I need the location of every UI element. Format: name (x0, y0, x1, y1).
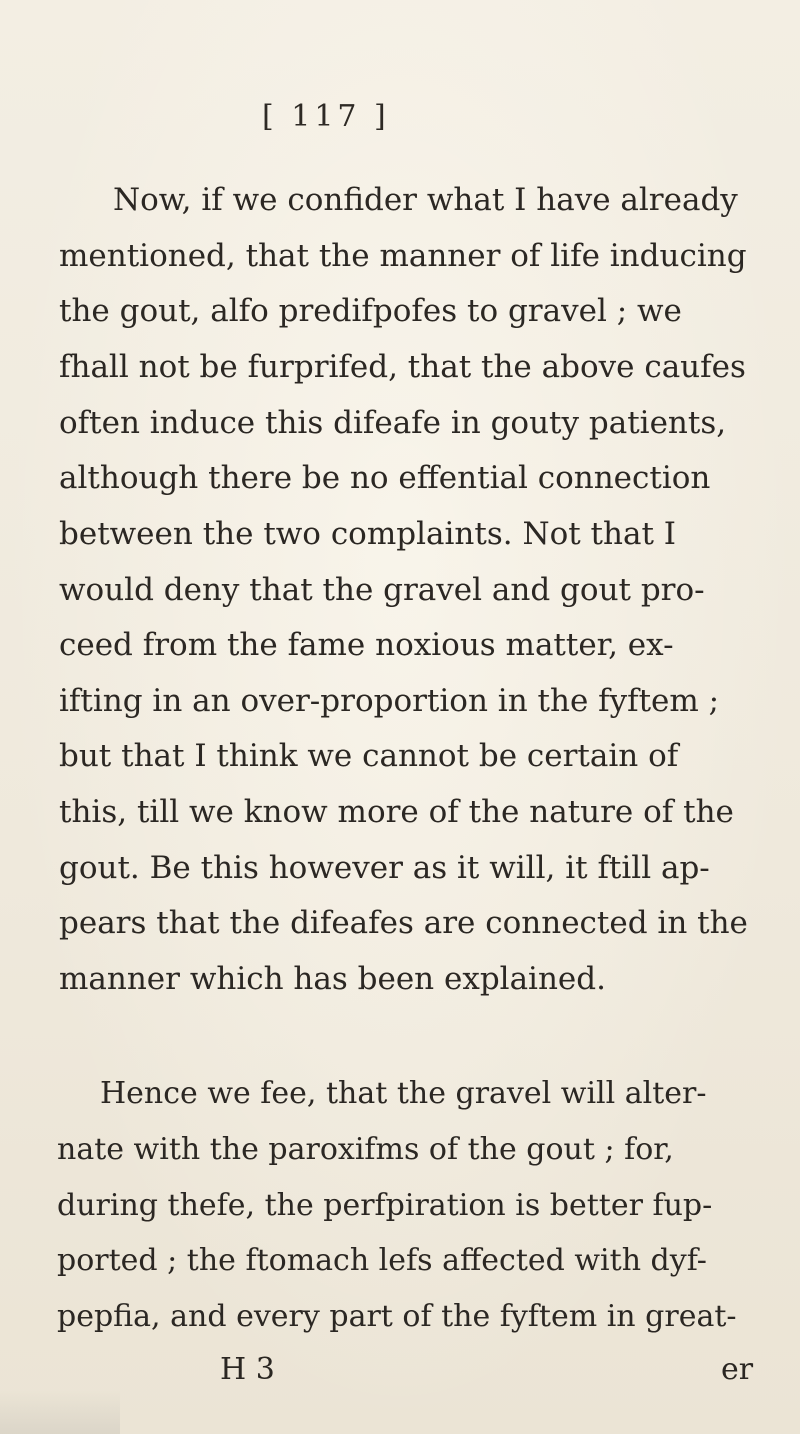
paper-stain (0, 1390, 120, 1434)
text-line: although there be no effential connection (59, 460, 711, 496)
text-line: the gout, alfo predifpofes to gravel ; we (59, 293, 682, 329)
catchline (0, 1352, 800, 1392)
text-line: Now, if we confider what I have already (113, 182, 738, 218)
catchword: er (721, 1352, 754, 1387)
text-line: nate with the paroxifms of the gout ; for, (57, 1132, 674, 1167)
text-line: Hence we fee, that the gravel will alter- (100, 1076, 707, 1111)
text-line: pears that the difeafes are connected in the (59, 905, 748, 941)
text-line: but that I think we cannot be certain of (59, 738, 679, 774)
text-line: this, till we know more of the nature of the (59, 794, 734, 830)
text-line: ifting in an over-proportion in the fyftem ; (59, 683, 720, 719)
text-line: would deny that the gravel and gout pro- (59, 572, 705, 608)
text-line: gout. Be this however as it will, it ftill ap- (59, 850, 710, 886)
text-line: between the two complaints. Not that I (59, 516, 677, 552)
text-line: mentioned, that the manner of life inducing (59, 238, 747, 274)
text-line: ceed from the fame noxious matter, ex- (59, 627, 674, 663)
text-line: often induce this difeafe in gouty patients, (59, 405, 727, 441)
text-line: fhall not be furprifed, that the above caufes (59, 349, 746, 385)
text-line: pepfia, and every part of the fyftem in great- (57, 1299, 737, 1334)
text-line: manner which has been explained. (59, 961, 606, 997)
signature-mark: H 3 (220, 1352, 275, 1387)
text-line: during thefe, the perfpiration is better fup- (57, 1188, 713, 1223)
text-line: ported ; the ftomach lefs affected with dyf- (57, 1243, 707, 1278)
page-number: [ 117 ] (262, 99, 390, 134)
